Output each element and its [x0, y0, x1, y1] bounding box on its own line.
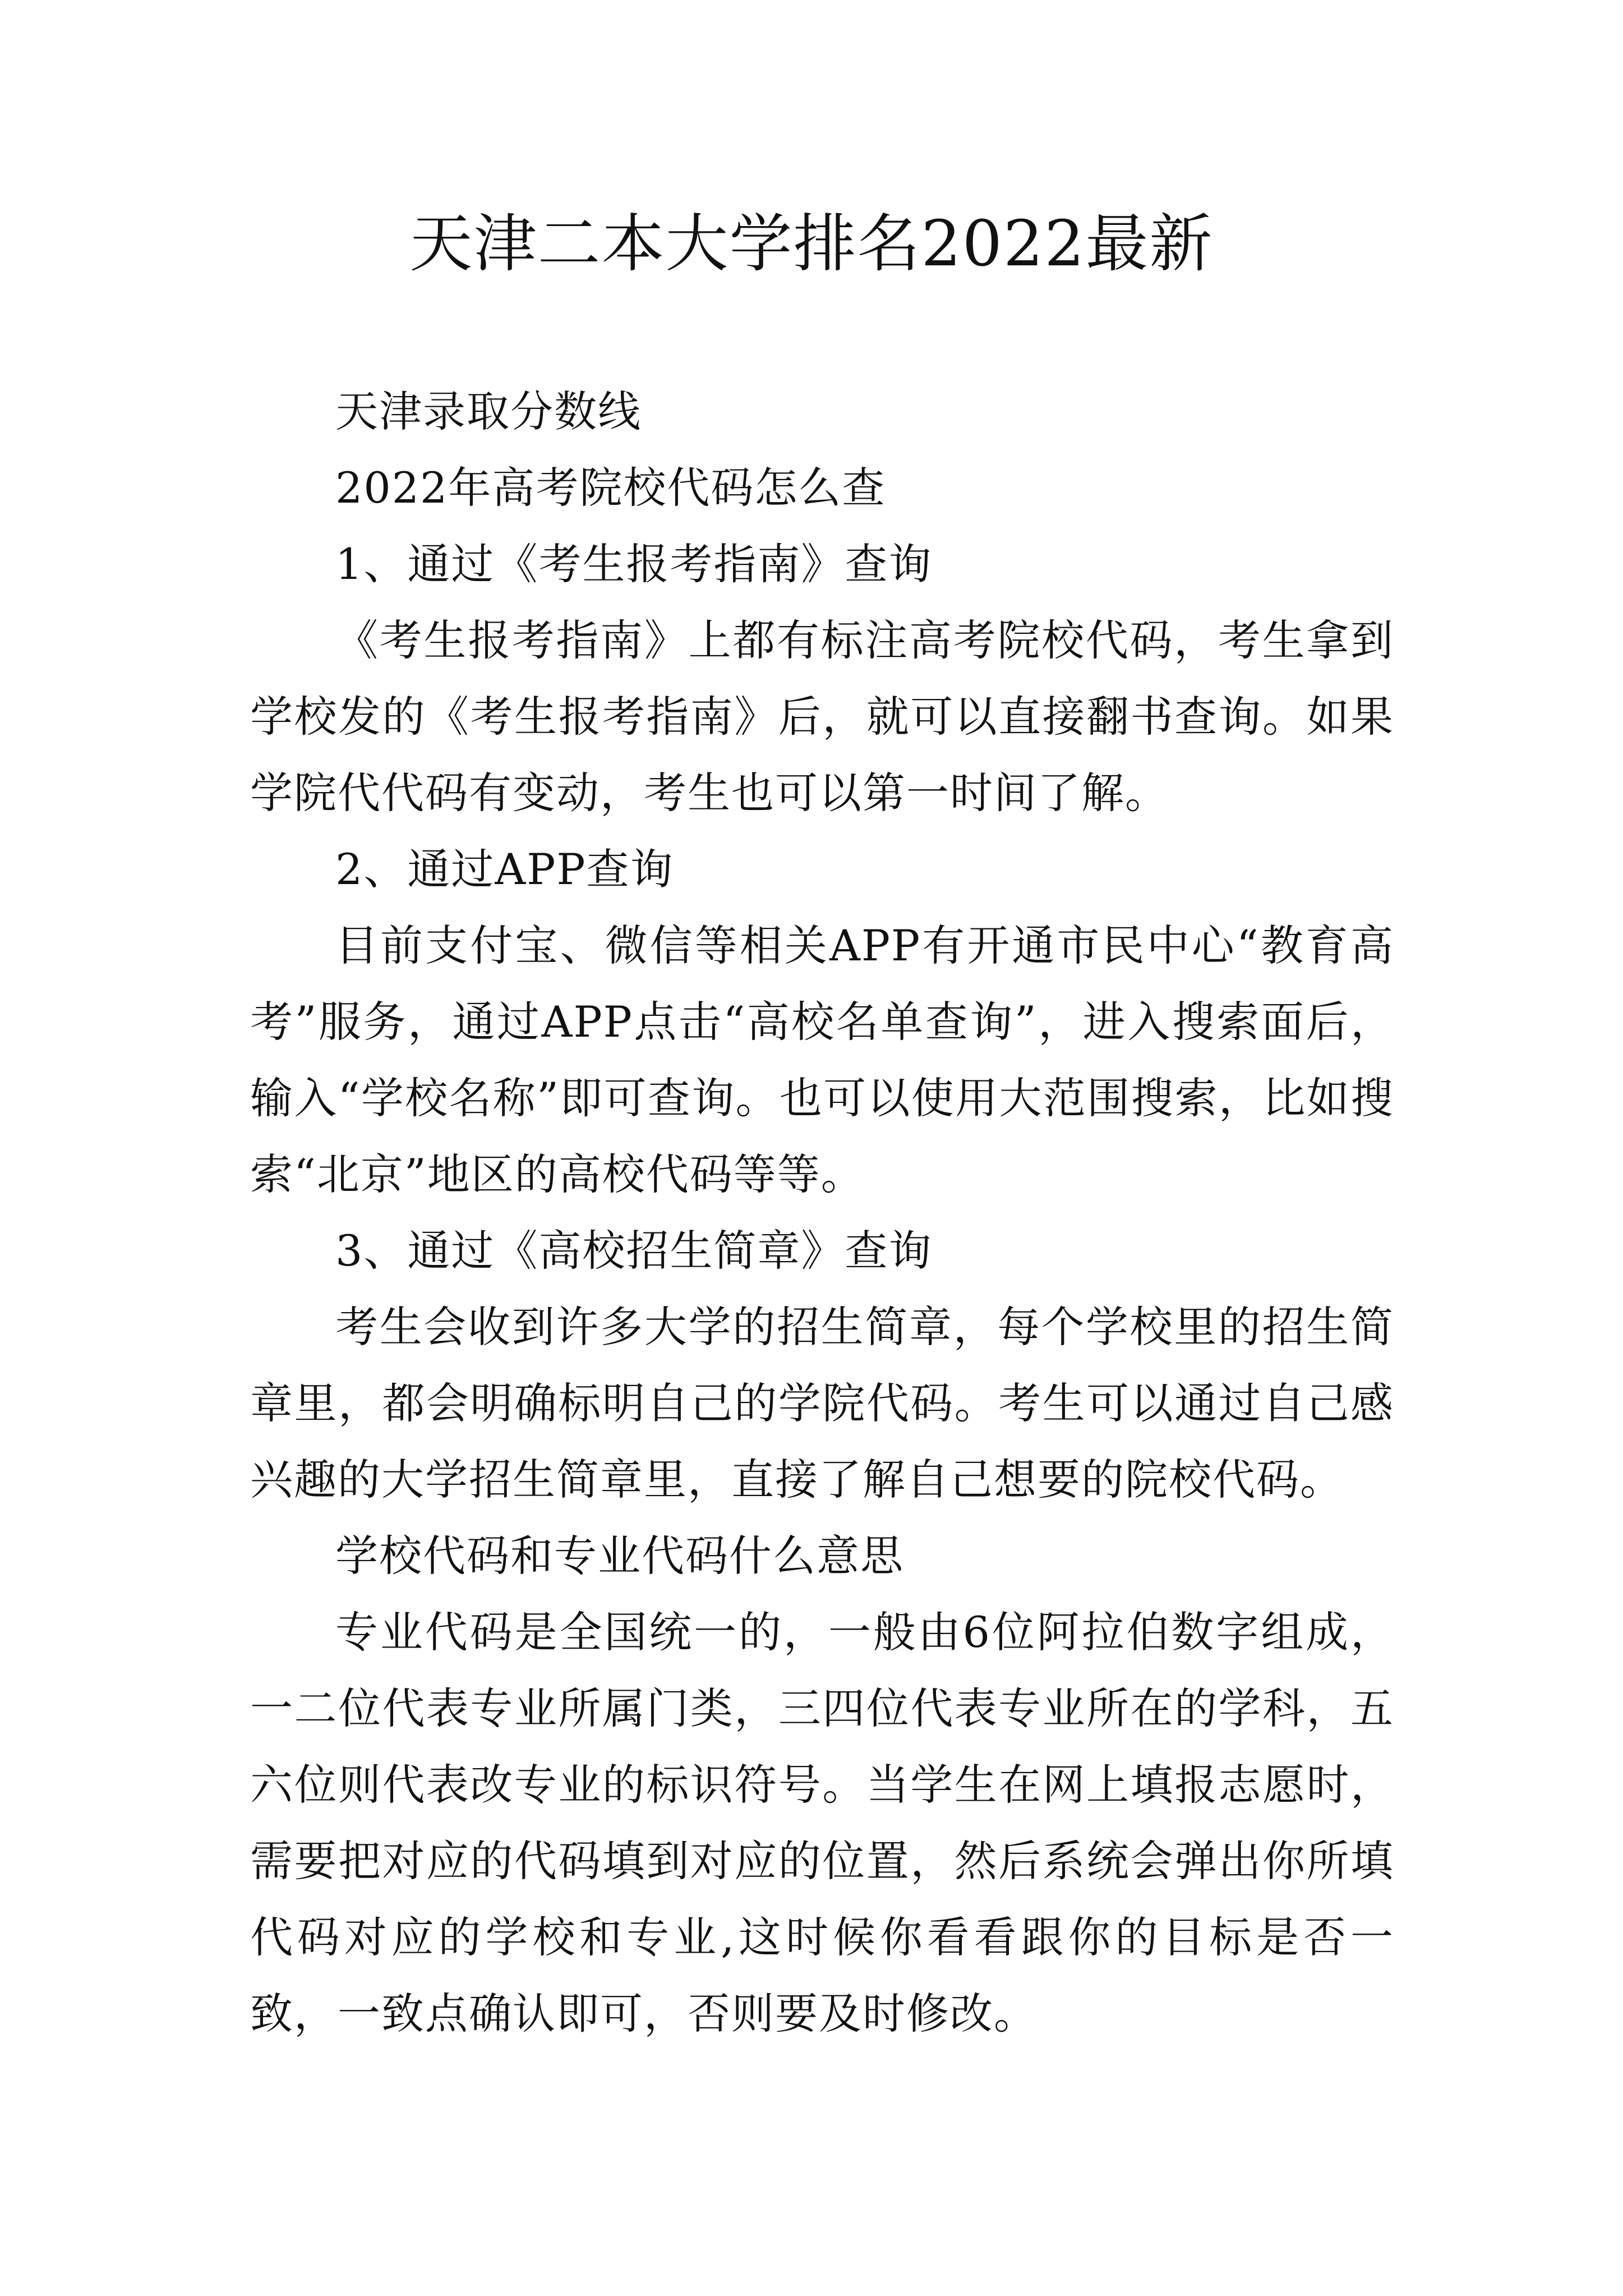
- paragraph-heading-admission-scores: 天津录取分数线: [335, 386, 642, 436]
- paragraph-brochure-content: 考生会收到许多大学的招生简章，每个学校里的招生简章里，都会明确标明自己的学院代码。考生可以通过自己感兴趣的大学招生简章里，直接了解自己想要的院校代码。: [250, 1302, 1394, 1504]
- paragraph-heading-code-meaning: 学校代码和专业代码什么意思: [335, 1531, 904, 1581]
- paragraph-heading-brochure: 3、通过《高校招生简章》查询: [335, 1226, 933, 1276]
- paragraph-code-meaning-content: 专业代码是全国统一的，一般由6位阿拉伯数字组成，一二位代表专业所属门类，三四位代表专业所在的学科，五六位则代表改专业的标识符号。当学生在网上填报志愿时，需要把对应的代码填到对应的位置，然后系统会弹出你所填代码对应的学校和专业,这时候你看看跟你的目标是否一致，一致点确认即可，否则要及时修改。: [250, 1607, 1394, 2039]
- paragraph-app-content: 目前支付宝、微信等相关APP有开通市民中心“教育高考”服务，通过APP点击“高校名单查询”，进入搜索面后，输入“学校名称”即可查询。也可以使用大范围搜索，比如搜索“北京”地区的高校代码等等。: [250, 921, 1394, 1199]
- paragraph-heading-code-lookup: 2022年高考院校代码怎么查: [335, 463, 886, 513]
- document-body: [250, 374, 1394, 2052]
- paragraph-heading-guide: 1、通过《考生报考指南》查询: [335, 539, 933, 589]
- paragraph-guide-content: 《考生报考指南》上都有标注高考院校代码，考生拿到学校发的《考生报考指南》后，就可以直接翻书查询。如果学院代代码有变动，考生也可以第一时间了解。: [250, 615, 1394, 818]
- page-title: 天津二本大学排名2022最新: [409, 208, 1214, 280]
- paragraph-heading-app: 2、通过APP查询: [335, 844, 674, 894]
